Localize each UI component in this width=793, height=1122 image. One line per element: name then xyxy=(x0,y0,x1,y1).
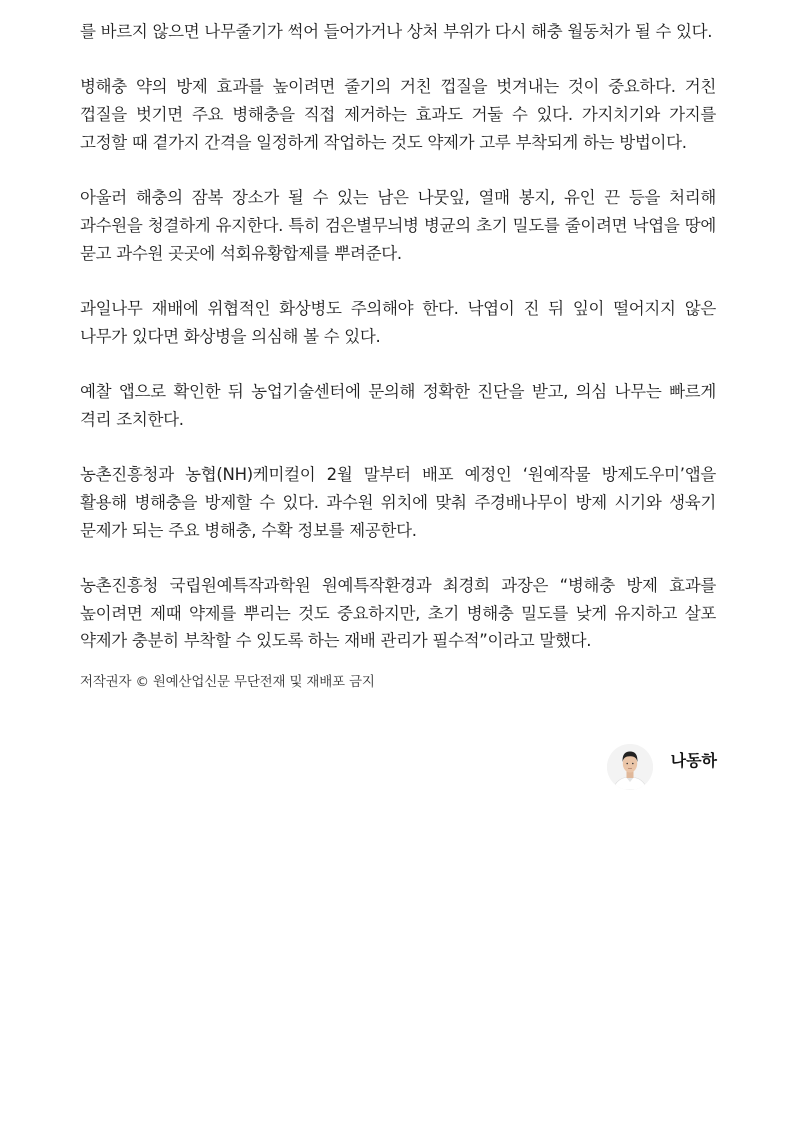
author-name[interactable]: 나동하 xyxy=(670,751,717,770)
article-paragraph: 농촌진흥청과 농협(NH)케미컬이 2월 말부터 배포 예정인 ‘원예작물 방제도우미’앱을 활용해 병해충을 방제할 수 있다. 과수원 위치에 맞춰 주경배나무이 방제 시기와 생육기 문제가 되는 주요 병해충, 수확 정보를 제공한다. xyxy=(80,465,716,540)
author-byline[interactable] xyxy=(607,744,717,792)
article-body xyxy=(80,18,716,692)
article-paragraph: 예찰 앱으로 확인한 뒤 농업기술센터에 문의해 정확한 진단을 받고, 의심 나무는 빠르게 격리 조치한다. xyxy=(80,382,716,429)
copyright-notice: 저작권자 © 원예산업신문 무단전재 및 재배포 금지 xyxy=(80,673,375,690)
article-paragraph: 농촌진흥청 국립원예특작과학원 원예특작환경과 최경희 과장은 “병해충 방제 효과를 높이려면 제때 약제를 뿌리는 것도 중요하지만, 초기 병해충 밀도를 낮게 유지하고 살포 약제가 충분히 부착할 수 있도록 하는 재배 관리가 필수적”이라고 말했다. xyxy=(80,575,716,651)
article-paragraph: 아울러 해충의 잠복 장소가 될 수 있는 남은 나뭇잎, 열매 봉지, 유인 끈 등을 처리해 과수원을 청결하게 유지한다. 특히 검은별무늬병 병균의 초기 밀도를 줄이려면 낙엽을 땅에 묻고 과수원 곳곳에 석회유황합제를 뿌려준다. xyxy=(80,188,716,263)
author-avatar[interactable] xyxy=(607,744,653,790)
article-paragraph: 병해충 약의 방제 효과를 높이려면 줄기의 거친 껍질을 벗겨내는 것이 중요하다. 거친 껍질을 벗기면 주요 병해충을 직접 제거하는 효과도 거둘 수 있다. 가지치기와 가지를 고정할 때 곁가지 간격을 일정하게 작업하는 것도 약제가 고루 부착되게 하는 방법이다. xyxy=(80,77,716,152)
article-paragraph: 과일나무 재배에 위협적인 화상병도 주의해야 한다. 낙엽이 진 뒤 잎이 떨어지지 않은 나무가 있다면 화상병을 의심해 볼 수 있다. xyxy=(80,298,716,346)
article-paragraph: 를 바르지 않으면 나무줄기가 썩어 들어가거나 상처 부위가 다시 해충 월동처가 될 수 있다. xyxy=(80,22,713,41)
author-photo-icon xyxy=(607,744,653,790)
